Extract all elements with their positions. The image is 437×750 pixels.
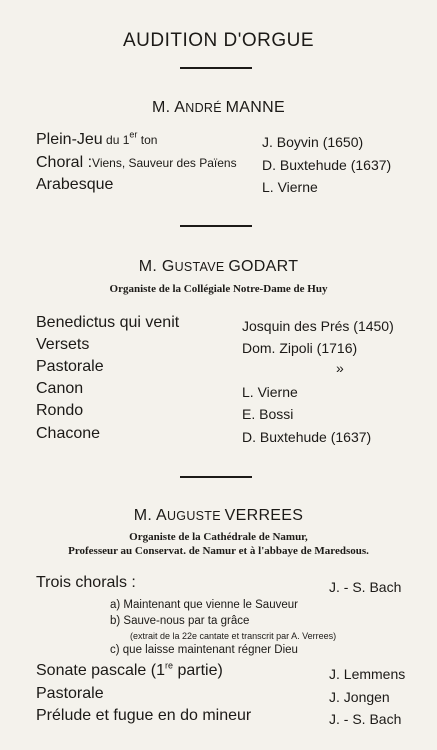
composer: J. Boyvin (1650) [262, 134, 364, 150]
piece-title: Rondo [36, 402, 84, 419]
choral-item: a) Maintenant que vienne le Sauveur [110, 599, 298, 611]
piece-title: Prélude et fugue en do mineur [36, 707, 252, 724]
divider [180, 225, 252, 227]
piece-title: Plein-Jeu du 1er ton [36, 129, 158, 148]
piece-title: Canon [36, 380, 84, 397]
composer: Dom. Zipoli (1716) [242, 340, 358, 356]
composer: E. Bossi [242, 406, 294, 422]
performer-name: M. AUGUSTE VERREES [133, 507, 304, 524]
performer-subtitle: Organiste de la Cathédrale de Namur, [129, 531, 308, 543]
composer: » [336, 360, 344, 376]
piece-title: Chacone [36, 425, 101, 442]
composer: Josquin des Prés (1450) [242, 318, 394, 334]
choral-note: (extrait de la 22e cantate et transcrit par A. Verrees) [130, 631, 337, 641]
composer: J. Jongen [329, 689, 390, 705]
piece-title: Pastorale [36, 685, 104, 702]
composer: J. - S. Bach [329, 711, 402, 727]
composer: D. Buxtehude (1637) [262, 157, 392, 173]
divider [180, 476, 252, 478]
performer-name: M. ANDRÉ MANNE [152, 99, 285, 116]
composer: J. Lemmens [329, 666, 406, 682]
performer-subtitle: Professeur au Conservat. de Namur et à l'abbaye de Maredsous. [68, 545, 369, 557]
piece-title: Sonate pascale (1re partie) [36, 660, 223, 679]
composer: D. Buxtehude (1637) [242, 429, 372, 445]
piece-title: Versets [36, 336, 90, 353]
composer: L. Vierne [242, 384, 298, 400]
choral-item: b) Sauve-nous par ta grâce [110, 615, 250, 627]
program-title: AUDITION D'ORGUE [122, 30, 315, 51]
piece-title: Trois chorals : [36, 574, 136, 591]
performer-subtitle: Organiste de la Collégiale Notre-Dame de Huy [109, 283, 328, 295]
piece-title: Choral :Viens, Sauveur des Païens [36, 154, 237, 171]
piece-title: Arabesque [36, 176, 114, 193]
piece-title: Benedictus qui venit [36, 314, 180, 331]
composer: J. - S. Bach [329, 579, 402, 595]
composer: L. Vierne [262, 179, 318, 195]
piece-title: Pastorale [36, 358, 104, 375]
divider [180, 67, 252, 69]
performer-name: M. GUSTAVE GODART [138, 258, 299, 275]
choral-item: c) que laisse maintenant régner Dieu [110, 644, 298, 656]
